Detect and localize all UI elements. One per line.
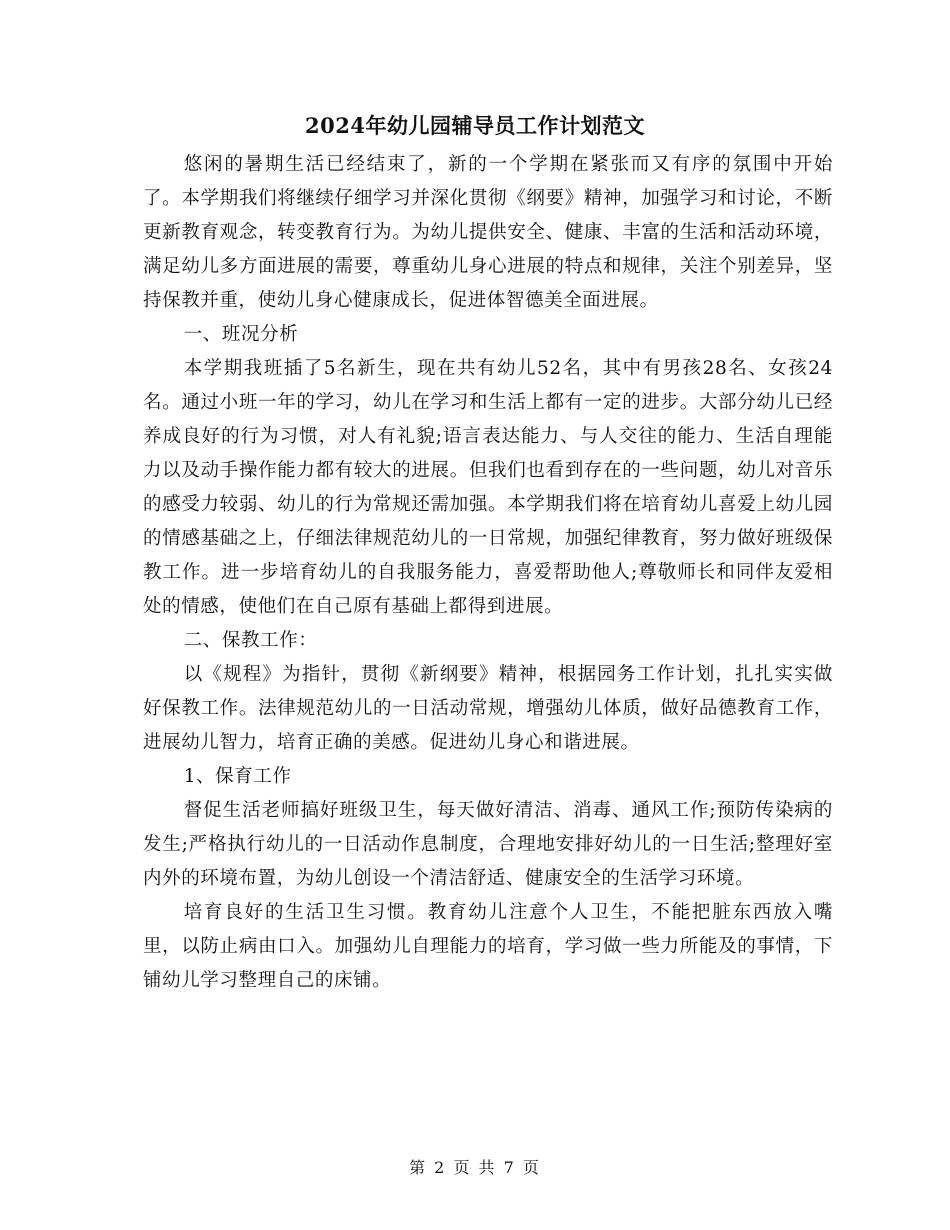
education-work-paragraph: 以《规程》为指针，贯彻《新纲要》精神，根据园务工作计划，扎扎实实做好保教工作。法律规范幼儿的一日活动常规，增强幼儿体质，做好品德教育工作，进展幼儿智力，培育正确的美感。促进幼儿身心和谐进展。	[143, 664, 833, 753]
intro-paragraph: 悠闲的暑期生活已经结束了，新的一个学期在紧张而又有序的氛围中开始了。本学期我们将继续仔细学习并深化贯彻《纲要》精神，加强学习和讨论，不断更新教育观念，转变教育行为。为幼儿提供安全、健康、丰富的生活和活动环境，满足幼儿多方面进展的需要，尊重幼儿身心进展的特点和规律，关注个别差异，坚持保教并重，使幼儿身心健康成长，促进体智德美全面进展。	[143, 154, 833, 311]
hygiene-habits-paragraph: 培育良好的生活卫生习惯。教育幼儿注意个人卫生，不能把脏东西放入嘴里，以防止病由口入。加强幼儿自理能力的培育，学习做一些力所能及的事情，下铺幼儿学习整理自己的床铺。	[143, 902, 833, 991]
subsection-heading-care-work: 1、保育工作	[183, 766, 292, 787]
document-body	[143, 148, 833, 998]
care-work-paragraph: 督促生活老师搞好班级卫生，每天做好清洁、消毒、通风工作;预防传染病的发生;严格执行幼儿的一日活动作息制度，合理地安排好幼儿的一日生活;整理好室内外的环境布置，为幼儿创设一个清洁舒适、健康安全的生活学习环境。	[143, 800, 833, 889]
class-analysis-paragraph: 本学期我班插了5名新生，现在共有幼儿52名，其中有男孩28名、女孩24名。通过小班一年的学习，幼儿在学习和生活上都有一定的进步。大部分幼儿已经养成良好的行为习惯，对人有礼貌;语言表达能力、与人交往的能力、生活自理能力以及动手操作能力都有较大的进展。但我们也看到存在的一些问题，幼儿对音乐的感受力较弱、幼儿的行为常规还需加强。本学期我们将在培育幼儿喜爱上幼儿园的情感基础之上，仔细法律规范幼儿的一日常规，加强纪律教育，努力做好班级保教工作。进一步培育幼儿的自我服务能力，喜爱帮助他人;尊敬师长和同伴友爱相处的情感，使他们在自己原有基础上都得到进展。	[143, 358, 833, 617]
page-number-footer: 第 2 页 共 7 页	[409, 1158, 541, 1177]
section-heading-class-analysis: 一、班况分析	[183, 324, 299, 345]
section-heading-education-work: 二、保教工作：	[183, 630, 318, 651]
document-title: 2024年幼儿园辅导员工作计划范文	[305, 113, 645, 138]
